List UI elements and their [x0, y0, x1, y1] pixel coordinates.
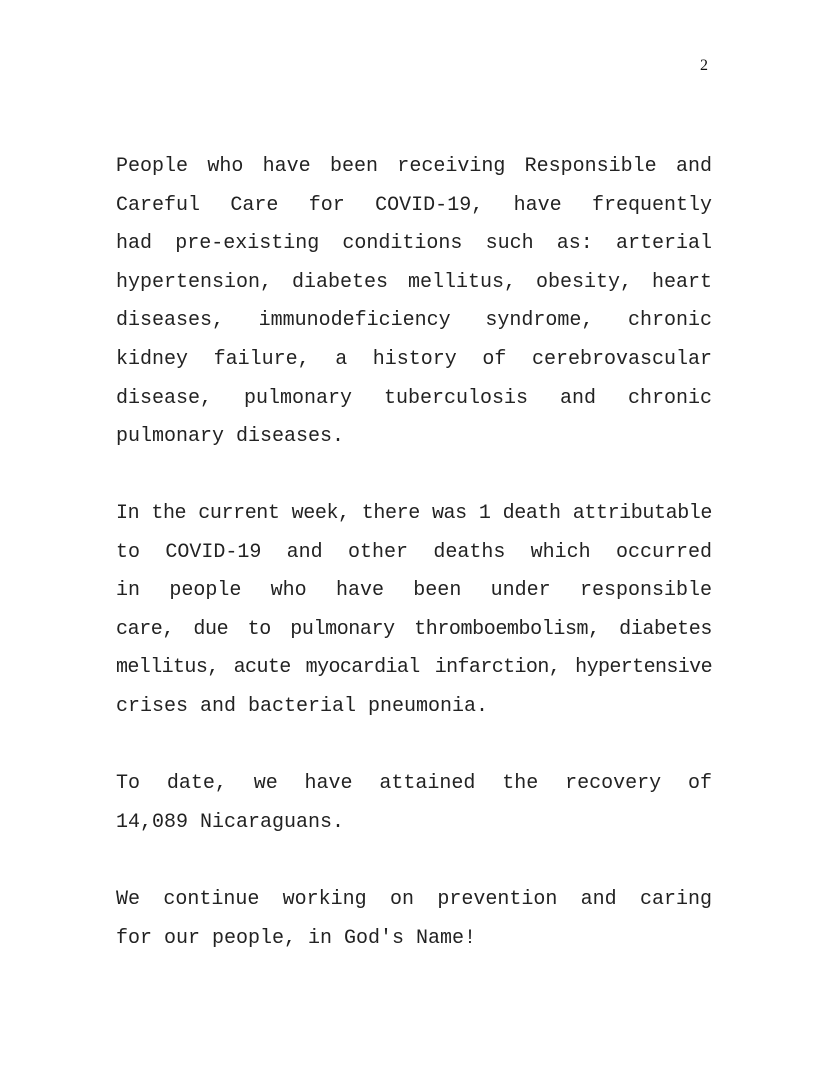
text-line: disease, pulmonary tuberculosis and chronic	[116, 386, 712, 410]
text-line: for our people, in God's Name!	[116, 926, 477, 950]
paragraph-recoveries	[116, 765, 712, 842]
paragraph-preexisting-conditions	[116, 148, 712, 457]
text-line: People who have been receiving Responsible and	[116, 155, 712, 178]
text-line: crises and bacterial pneumonia.	[116, 694, 489, 718]
text-line: To date, we have attained the recovery of	[116, 772, 712, 795]
text-line: We continue working on prevention and caring	[116, 888, 712, 911]
text-line: mellitus, acute myocardial infarction, hypertensive	[116, 656, 712, 680]
text-line: had pre-existing conditions such as: arterial	[116, 232, 712, 256]
paragraph-weekly-deaths	[116, 495, 712, 727]
text-line: hypertension, diabetes mellitus, obesity, heart	[116, 270, 712, 294]
text-line: pulmonary diseases.	[116, 425, 345, 449]
text-line: in people who have been under responsible	[116, 579, 712, 603]
page-number: 2	[700, 57, 708, 74]
text-line: kidney failure, a history of cerebrovascular	[116, 347, 712, 371]
text-line: care, due to pulmonary thromboembolism, diabetes	[116, 617, 712, 641]
text-line: to COVID-19 and other deaths which occurred	[116, 540, 712, 564]
text-line: Careful Care for COVID-19, have frequently	[116, 193, 712, 217]
paragraph-closing	[116, 881, 712, 958]
text-line: In the current week, there was 1 death attributable	[116, 502, 712, 525]
text-line: 14,089 Nicaraguans.	[116, 810, 345, 834]
text-line: diseases, immunodeficiency syndrome, chronic	[116, 309, 712, 333]
